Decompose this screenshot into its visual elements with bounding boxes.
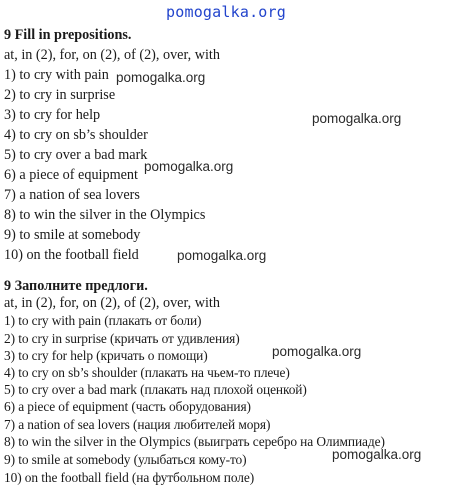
russian-word-bank: at, in (2), for, on (2), of (2), over, with [4,295,220,311]
russian-item: 7) a nation of sea lovers (нация любителей моря) [4,417,271,432]
english-word-bank: at, in (2), for, on (2), of (2), over, with [4,47,220,63]
watermark: pomogalka.org [144,159,234,174]
english-item: 3) to cry for help [4,107,101,123]
site-watermark-top: pomogalka.org [166,3,286,21]
english-item: 6) a piece of equipment [4,167,138,183]
watermark: pomogalka.org [332,447,422,462]
russian-item: 8) to win the silver in the Olympics (выиграть серебро на Олимпиаде) [4,434,385,449]
english-item: 10) on the football field [4,247,139,263]
english-item: 2) to cry in surprise [4,87,116,103]
watermark: pomogalka.org [312,111,402,126]
russian-item: 10) on the football field (на футбольном поле) [4,470,255,485]
russian-item: 2) to cry in surprise (кричать от удивления) [4,331,240,346]
english-item: 1) to cry with pain [4,67,109,83]
russian-item: 9) to smile at somebody (улыбаться кому-то) [4,452,247,467]
russian-item: 4) to cry on sb’s shoulder (плакать на чьем-то плече) [4,365,290,380]
russian-item: 3) to cry for help (кричать о помощи) [4,348,208,363]
russian-item: 5) to cry over a bad mark (плакать над плохой оценкой) [4,382,307,397]
english-item: 7) a nation of sea lovers [4,187,140,203]
english-item: 8) to win the silver in the Olympics [4,207,206,223]
russian-item: 1) to cry with pain (плакать от боли) [4,313,202,328]
english-item: 9) to smile at somebody [4,227,141,243]
english-item: 5) to cry over a bad mark [4,147,148,163]
watermark: pomogalka.org [272,344,362,359]
watermark: pomogalka.org [177,248,267,263]
russian-item: 6) a piece of equipment (часть оборудования) [4,399,251,414]
russian-heading: 9 Заполните предлоги. [4,278,148,294]
english-heading: 9 Fill in prepositions. [4,27,132,43]
english-item: 4) to cry on sb’s shoulder [4,127,148,143]
watermark: pomogalka.org [116,70,206,85]
